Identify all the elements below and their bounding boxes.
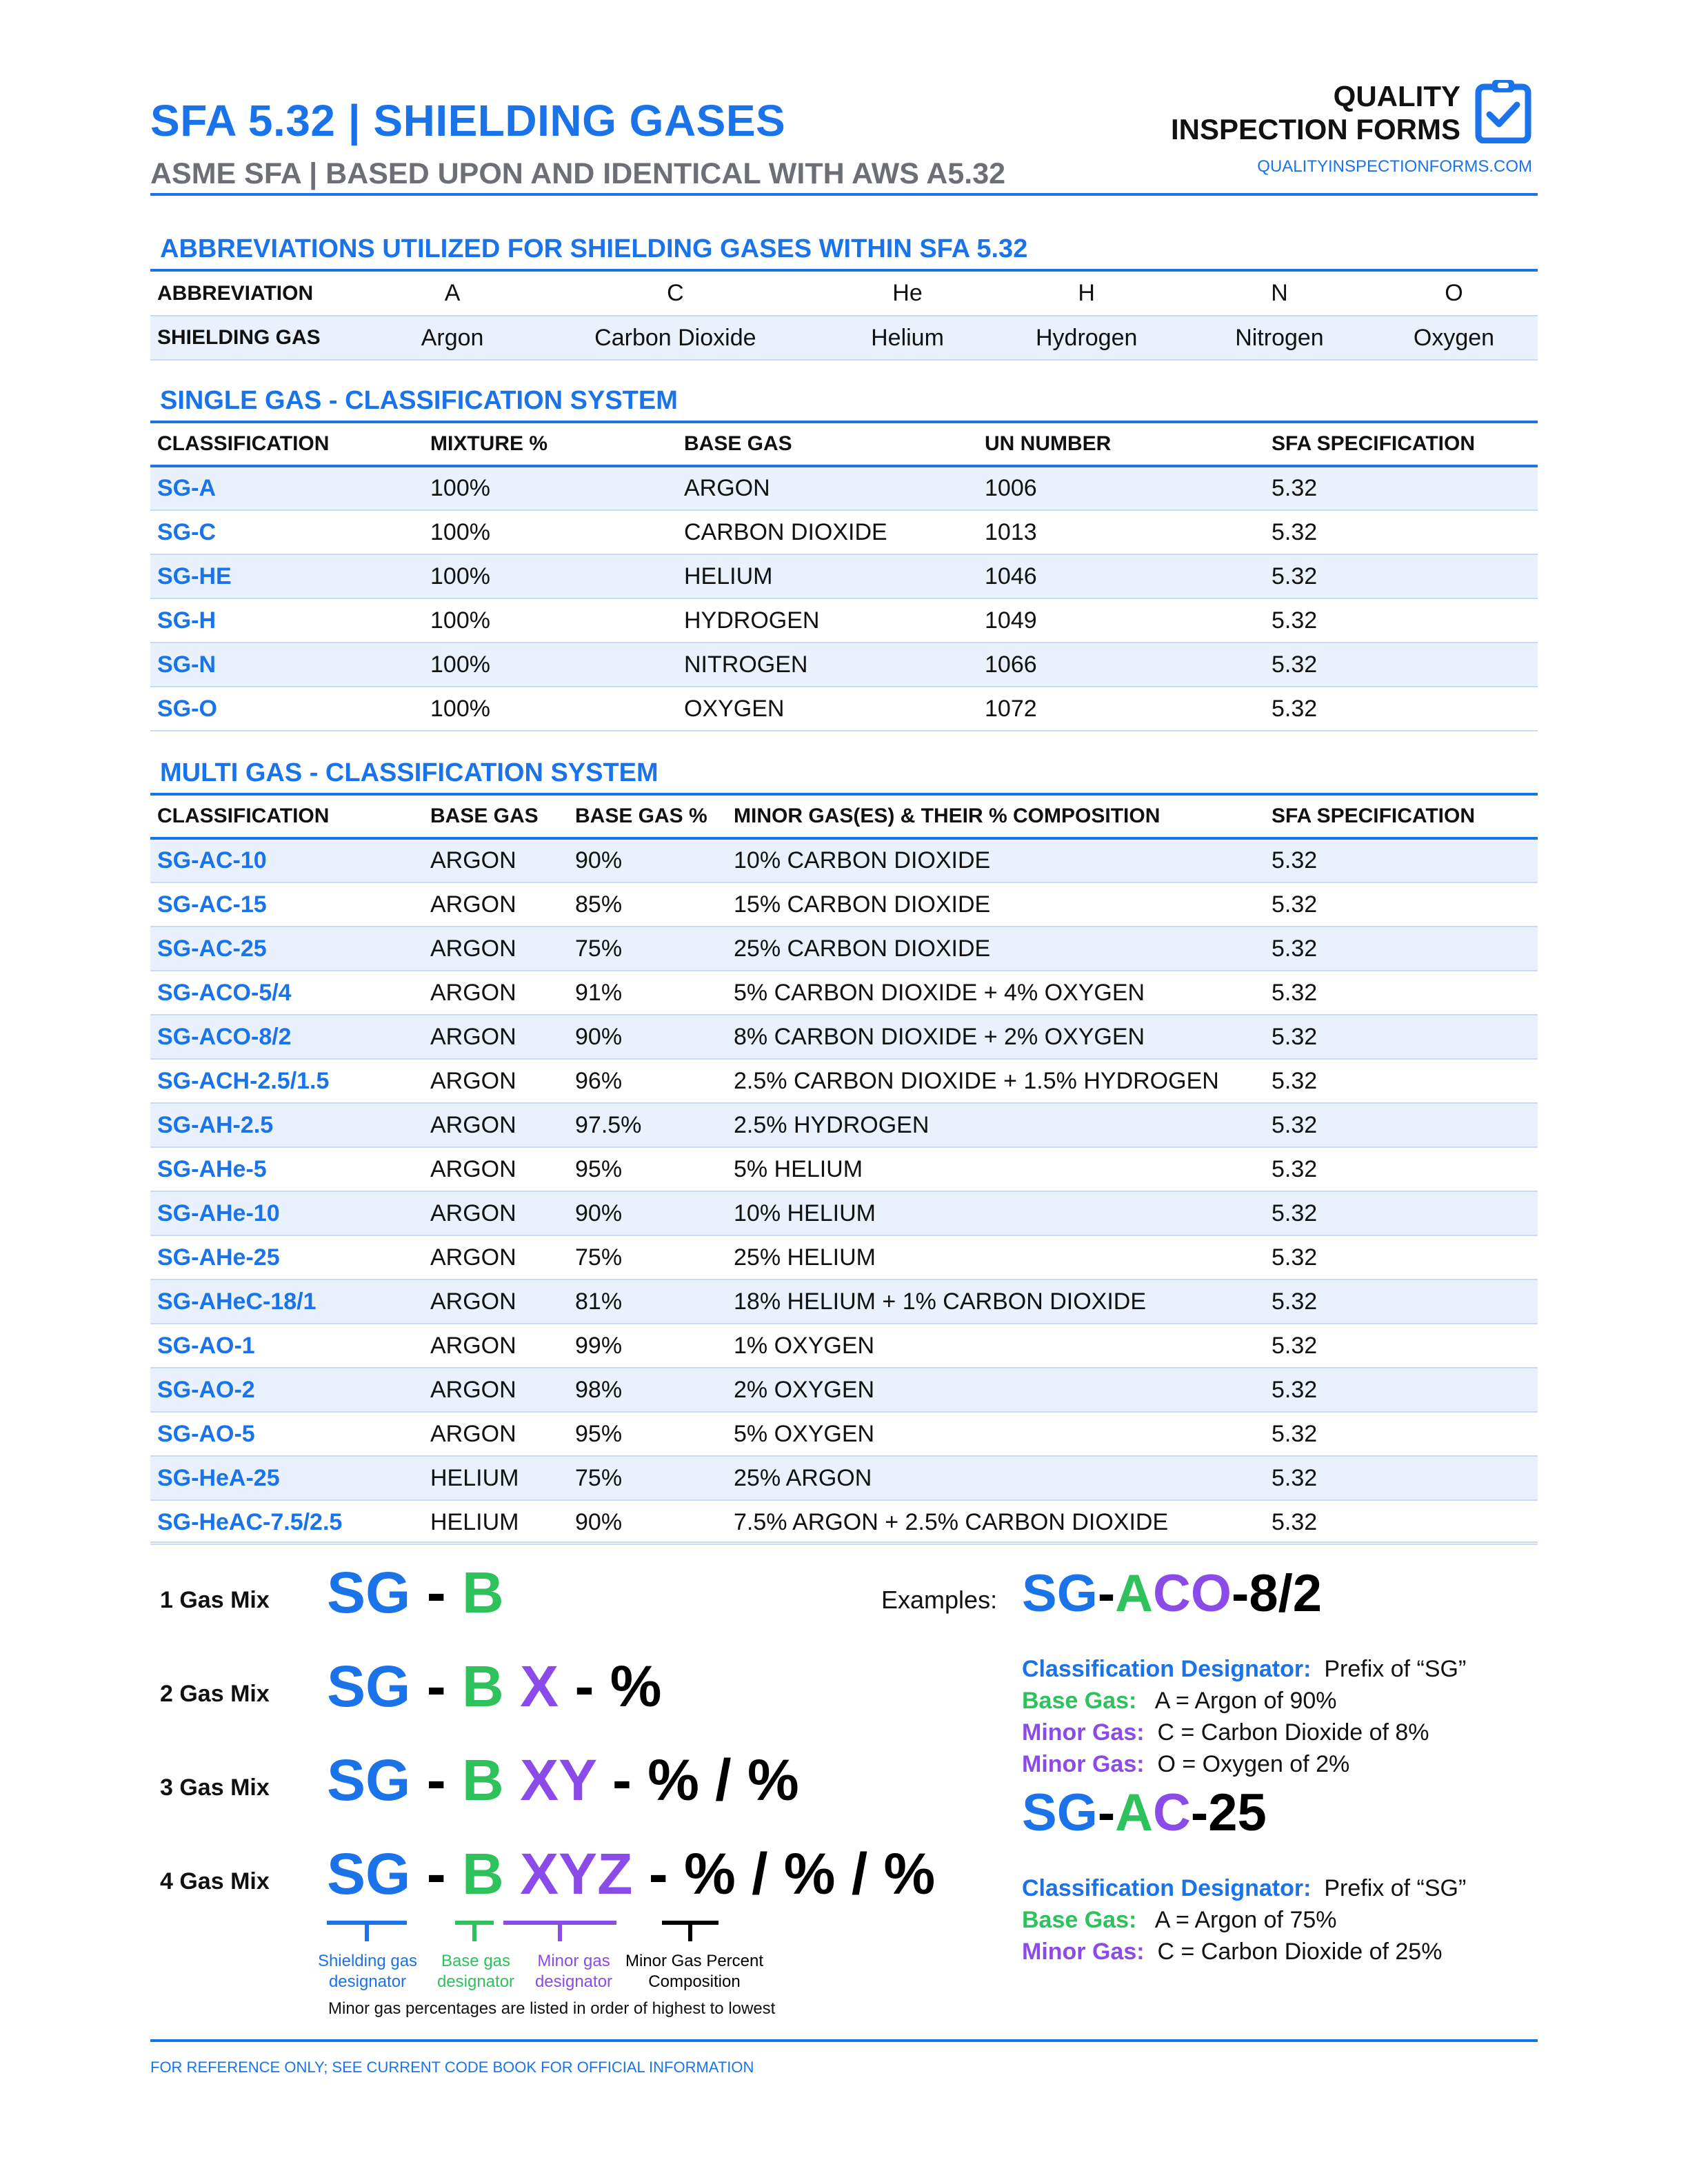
table-row (150, 927, 1538, 971)
classification-cell: SG-AHeC-18/1 (157, 1288, 316, 1315)
table-cell: HELIUM (430, 1508, 519, 1535)
abbreviations-title: ABBREVIATIONS UTILIZED FOR SHIELDING GASES WITHIN SFA 5.32 (150, 219, 1538, 272)
column-header: BASE GAS (684, 432, 792, 455)
formula-dash: - (426, 1560, 446, 1625)
table-cell: 1066 (985, 651, 1037, 678)
table-row (150, 1015, 1538, 1059)
table-cell: 90% (575, 1023, 623, 1050)
table-cell: 5.32 (1272, 563, 1318, 589)
abbr-cell: A (444, 280, 461, 306)
gas-cell: Oxygen (1413, 324, 1495, 351)
table-row (150, 838, 1538, 882)
table-cell: 25% CARBON DIOXIDE (734, 935, 991, 962)
table-cell: 18% HELIUM + 1% CARBON DIOXIDE (734, 1288, 1147, 1315)
formula-base: B (462, 1841, 504, 1906)
example-2-line: Base Gas: A = Argon of 75% (1022, 1907, 1337, 1933)
bracket-minor-stem (558, 1921, 562, 1941)
table-cell: 98% (575, 1376, 623, 1403)
shielding-gas-row (150, 316, 1538, 360)
table-cell: OXYGEN (684, 695, 785, 722)
classification-cell: SG-N (157, 651, 216, 678)
examples-label: Examples: (881, 1586, 998, 1614)
gas-cell: Carbon Dioxide (594, 324, 756, 351)
classification-cell: SG-H (157, 607, 216, 634)
table-cell: 5% CARBON DIOXIDE + 4% OXYGEN (734, 979, 1145, 1006)
table-cell: ARGON (430, 1376, 516, 1403)
classification-cell: SG-AHe-10 (157, 1200, 280, 1226)
classification-cell: SG-O (157, 695, 217, 722)
table-cell: 15% CARBON DIOXIDE (734, 891, 991, 918)
table-cell: 5% HELIUM (734, 1155, 863, 1182)
classification-cell: SG-HeA-25 (157, 1464, 280, 1491)
formula-base: B (462, 1748, 504, 1812)
table-cell: 1046 (985, 563, 1037, 589)
formula-dash: - (426, 1748, 446, 1812)
caption-line: designator (436, 1972, 515, 1991)
gas-cell: Hydrogen (1035, 324, 1138, 351)
table-cell: 5.32 (1272, 695, 1318, 722)
formula-sg: SG (327, 1654, 411, 1719)
table-cell: 5.32 (1272, 475, 1318, 501)
table-cell: ARGON (430, 1111, 516, 1138)
table-row (150, 510, 1538, 554)
table-cell: 75% (575, 1244, 623, 1271)
table-row (150, 1191, 1538, 1235)
footer-divider (150, 2039, 1538, 2042)
single-gas-header-row (150, 423, 1538, 466)
column-header: BASE GAS % (575, 805, 707, 827)
line-key: Minor Gas (1022, 1719, 1137, 1746)
caption-minor-gas-designator (525, 1951, 622, 1992)
example-1-line: Base Gas: A = Argon of 90% (1022, 1688, 1337, 1714)
formula-dash: - (426, 1654, 446, 1719)
table-row (150, 1103, 1538, 1147)
classification-cell: SG-AC-10 (157, 847, 267, 873)
table-cell: 5% OXYGEN (734, 1420, 875, 1447)
table-row (150, 466, 1538, 510)
table-row (150, 554, 1538, 598)
abbreviations-section (150, 219, 1538, 361)
table-bottom-divider (150, 1541, 1538, 1543)
caption-base-gas-designator (428, 1951, 524, 1992)
formula-base: B (462, 1560, 504, 1625)
formula-sg: SG (327, 1841, 411, 1906)
column-header: MIXTURE % (430, 432, 548, 455)
formula-minor: XY (520, 1748, 596, 1812)
example-minor: C (1153, 1783, 1191, 1842)
table-cell: 5.32 (1272, 1508, 1318, 1535)
table-cell: HELIUM (430, 1464, 519, 1491)
formula-2-gas (327, 1653, 661, 1720)
table-row (150, 1280, 1538, 1324)
table-row (150, 882, 1538, 927)
header-divider (150, 193, 1538, 196)
example-rest: -8/2 (1232, 1564, 1322, 1623)
table-cell: 5.32 (1272, 1420, 1318, 1447)
classification-cell: SG-AHe-5 (157, 1155, 267, 1182)
example-rest: -25 (1190, 1783, 1267, 1842)
table-cell: ARGON (430, 1155, 516, 1182)
table-cell: 25% HELIUM (734, 1244, 876, 1271)
table-cell: 96% (575, 1067, 623, 1094)
formula-percent: - % / % / % (648, 1841, 936, 1906)
formula-minor: X (520, 1654, 559, 1719)
example-2-code (1022, 1783, 1267, 1843)
caption-line: designator (534, 1972, 613, 1991)
table-cell: ARGON (430, 1244, 516, 1271)
table-cell: 75% (575, 1464, 623, 1491)
multi-gas-header-row (150, 796, 1538, 838)
formula-4-gas (327, 1841, 935, 1908)
shielding-gas-row-label: SHIELDING GAS (157, 326, 321, 349)
classification-cell: SG-HeAC-7.5/2.5 (157, 1508, 343, 1535)
table-cell: ARGON (430, 1067, 516, 1094)
formula-base: B (462, 1654, 504, 1719)
mix-label-1: 1 Gas Mix (160, 1587, 270, 1613)
table-cell: 90% (575, 1508, 623, 1535)
table-cell: CARBON DIOXIDE (684, 518, 887, 545)
table-cell: ARGON (430, 1200, 516, 1226)
table-cell: 100% (430, 695, 490, 722)
table-cell: ARGON (430, 979, 516, 1006)
table-row (150, 1500, 1538, 1544)
table-cell: 5.32 (1272, 1067, 1318, 1094)
table-cell: 5.32 (1272, 1376, 1318, 1403)
table-cell: 97.5% (575, 1111, 642, 1138)
table-row (150, 1324, 1538, 1368)
column-header: CLASSIFICATION (157, 432, 330, 455)
column-header: BASE GAS (430, 805, 539, 827)
table-cell: 81% (575, 1288, 623, 1315)
table-cell: 5.32 (1272, 651, 1318, 678)
formula-percent: - % / % (612, 1748, 799, 1812)
table-cell: 95% (575, 1420, 623, 1447)
single-gas-title: SINGLE GAS - CLASSIFICATION SYSTEM (150, 371, 1538, 423)
line-value: C = Carbon Dioxide of 25% (1157, 1939, 1443, 1965)
abbreviations-table (150, 272, 1538, 361)
table-cell: 100% (430, 475, 490, 501)
classification-cell: SG-AHe-25 (157, 1244, 280, 1271)
formula-dash: - (426, 1841, 446, 1906)
classification-cell: SG-AC-15 (157, 891, 267, 918)
multi-gas-section (150, 743, 1538, 1545)
caption-line: Minor gas (537, 1952, 610, 1970)
brand-name (1171, 80, 1460, 146)
table-cell: ARGON (430, 1420, 516, 1447)
caption-shielding-gas-designator (302, 1951, 433, 1992)
table-cell: 5.32 (1272, 1288, 1318, 1315)
bracket-sg-stem (365, 1921, 369, 1941)
formula-3-gas (327, 1747, 799, 1814)
table-cell: 90% (575, 1200, 623, 1226)
line-key: Minor Gas (1022, 1751, 1137, 1777)
classification-cell: SG-HE (157, 563, 232, 589)
table-cell: ARGON (430, 1332, 516, 1359)
table-cell: 7.5% ARGON + 2.5% CARBON DIOXIDE (734, 1508, 1169, 1535)
table-cell: 5.32 (1272, 1023, 1318, 1050)
formula-percent: - % (574, 1654, 662, 1719)
classification-cell: SG-AO-2 (157, 1376, 255, 1403)
caption-line: Minor Gas Percent (625, 1952, 764, 1970)
line-value: C = Carbon Dioxide of 8% (1157, 1719, 1429, 1746)
table-row (150, 1456, 1538, 1500)
table-cell: 5.32 (1272, 979, 1318, 1006)
legend-footnote: Minor gas percentages are listed in order of highest to lowest (328, 1999, 776, 2018)
table-cell: ARGON (430, 1023, 516, 1050)
column-header: MINOR GAS(ES) & THEIR % COMPOSITION (734, 805, 1160, 827)
table-cell: ARGON (430, 847, 516, 873)
table-cell: ARGON (430, 1288, 516, 1315)
table-row (150, 1235, 1538, 1280)
table-cell: 75% (575, 935, 623, 962)
caption-line: Shielding gas (317, 1952, 418, 1970)
line-value: Prefix of “SG” (1324, 1656, 1467, 1682)
abbr-cell: N (1271, 280, 1288, 306)
line-value: Prefix of “SG” (1324, 1875, 1467, 1901)
table-cell: 1006 (985, 475, 1037, 501)
table-cell: 5.32 (1272, 518, 1318, 545)
mix-label-4: 4 Gas Mix (160, 1868, 270, 1894)
column-header: UN NUMBER (985, 432, 1112, 455)
table-cell: 100% (430, 607, 490, 634)
line-value: A = Argon of 90% (1154, 1688, 1337, 1714)
classification-cell: SG-AH-2.5 (157, 1111, 274, 1138)
table-row (150, 687, 1538, 731)
gas-cell: Helium (871, 324, 944, 351)
column-header: CLASSIFICATION (157, 805, 330, 827)
formula-minor: XYZ (520, 1841, 633, 1906)
table-cell: 1% OXYGEN (734, 1332, 875, 1359)
table-cell: 5.32 (1272, 607, 1318, 634)
example-1-code (1022, 1564, 1322, 1624)
table-cell: 5.32 (1272, 1332, 1318, 1359)
caption-line: Composition (648, 1972, 741, 1991)
table-row (150, 1059, 1538, 1103)
abbr-cell: O (1445, 280, 1463, 306)
table-cell: 91% (575, 979, 623, 1006)
example-sg: SG (1022, 1783, 1098, 1842)
column-header: SFA SPECIFICATION (1272, 805, 1476, 827)
mix-label-3: 3 Gas Mix (160, 1775, 270, 1801)
classification-cell: SG-AO-1 (157, 1332, 255, 1359)
multi-gas-title: MULTI GAS - CLASSIFICATION SYSTEM (150, 743, 1538, 796)
line-key: Base Gas (1022, 1907, 1129, 1933)
table-cell: 2.5% CARBON DIOXIDE + 1.5% HYDROGEN (734, 1067, 1219, 1094)
formula-1-gas (327, 1559, 504, 1626)
example-1-line: Minor Gas: O = Oxygen of 2% (1022, 1751, 1350, 1777)
table-cell: 1072 (985, 695, 1037, 722)
table-cell: 5.32 (1272, 847, 1318, 873)
example-1-line: Minor Gas: C = Carbon Dioxide of 8% (1022, 1719, 1429, 1746)
classification-cell: SG-C (157, 518, 216, 545)
table-cell: NITROGEN (684, 651, 808, 678)
table-cell: 8% CARBON DIOXIDE + 2% OXYGEN (734, 1023, 1145, 1050)
caption-line: Base gas (441, 1952, 511, 1970)
line-key: Classification Designator (1022, 1656, 1304, 1682)
example-2-line: Minor Gas: C = Carbon Dioxide of 25% (1022, 1939, 1443, 1965)
table-cell: 5.32 (1272, 1244, 1318, 1271)
table-cell: 85% (575, 891, 623, 918)
example-minor: CO (1153, 1564, 1232, 1623)
table-cell: 5.32 (1272, 1464, 1318, 1491)
caption-line: designator (328, 1972, 407, 1991)
classification-cell: SG-ACO-8/2 (157, 1023, 292, 1050)
mix-label-2: 2 Gas Mix (160, 1681, 270, 1707)
table-row (150, 1368, 1538, 1412)
brand-url-link[interactable]: QUALITYINSPECTIONFORMS.COM (1257, 157, 1532, 176)
classification-cell: SG-A (157, 475, 216, 501)
brand-line-2: INSPECTION FORMS (1170, 113, 1460, 145)
table-cell: 5.32 (1272, 1111, 1318, 1138)
table-cell: 1013 (985, 518, 1037, 545)
brand-line-1: QUALITY (1333, 80, 1460, 112)
line-key: Classification Designator (1022, 1875, 1304, 1901)
gas-cell: Argon (421, 324, 484, 351)
bracket-base-stem (472, 1921, 476, 1941)
abbreviation-row-label: ABBREVIATION (157, 281, 314, 305)
table-cell: 1049 (985, 607, 1037, 634)
abbr-cell: He (892, 280, 923, 306)
table-row (150, 971, 1538, 1015)
table-cell: 100% (430, 651, 490, 678)
abbreviation-row (150, 272, 1538, 316)
classification-cell: SG-AO-5 (157, 1420, 255, 1447)
table-cell: ARGON (684, 475, 770, 501)
example-1-line: Classification Designator: Prefix of “SG” (1022, 1656, 1467, 1682)
table-cell: HELIUM (684, 563, 773, 589)
table-cell: 5.32 (1272, 1155, 1318, 1182)
table-row (150, 1147, 1538, 1191)
clipboard-check-icon (1474, 77, 1532, 143)
line-key: Minor Gas (1022, 1939, 1137, 1965)
table-cell: 90% (575, 847, 623, 873)
caption-minor-gas-percent (618, 1951, 771, 1992)
page-title: SFA 5.32 | SHIELDING GASES (150, 96, 786, 145)
table-cell: ARGON (430, 935, 516, 962)
example-dash: - (1097, 1564, 1116, 1623)
example-2-line: Classification Designator: Prefix of “SG” (1022, 1875, 1467, 1901)
line-value: O = Oxygen of 2% (1157, 1751, 1350, 1777)
table-cell: 100% (430, 563, 490, 589)
table-cell: 5.32 (1272, 935, 1318, 962)
gas-cell: Nitrogen (1235, 324, 1324, 351)
classification-cell: SG-AC-25 (157, 935, 267, 962)
line-value: A = Argon of 75% (1154, 1907, 1337, 1933)
footer-disclaimer: FOR REFERENCE ONLY; SEE CURRENT CODE BOOK FOR OFFICIAL INFORMATION (150, 2059, 754, 2076)
table-cell: 99% (575, 1332, 623, 1359)
example-base: A (1115, 1783, 1154, 1842)
formula-sg: SG (327, 1560, 411, 1625)
bracket-percent-stem (688, 1921, 692, 1941)
table-cell: 10% HELIUM (734, 1200, 876, 1226)
column-header: SFA SPECIFICATION (1272, 432, 1476, 455)
table-cell: 2% OXYGEN (734, 1376, 875, 1403)
abbr-cell: C (667, 280, 684, 306)
page-subtitle: ASME SFA | BASED UPON AND IDENTICAL WITH AWS A5.32 (150, 157, 1006, 190)
table-cell: 2.5% HYDROGEN (734, 1111, 930, 1138)
example-sg: SG (1022, 1564, 1098, 1623)
table-row (150, 598, 1538, 643)
table-cell: 100% (430, 518, 490, 545)
formula-sg: SG (327, 1748, 411, 1812)
multi-gas-table (150, 796, 1538, 1545)
line-key: Base Gas (1022, 1688, 1129, 1714)
single-gas-table (150, 423, 1538, 731)
example-dash: - (1097, 1783, 1116, 1842)
single-gas-section (150, 371, 1538, 731)
table-cell: 95% (575, 1155, 623, 1182)
table-cell: 5.32 (1272, 1200, 1318, 1226)
table-row (150, 1412, 1538, 1456)
table-cell: 5.32 (1272, 891, 1318, 918)
classification-cell: SG-ACH-2.5/1.5 (157, 1067, 330, 1094)
table-cell: ARGON (430, 891, 516, 918)
table-cell: 10% CARBON DIOXIDE (734, 847, 991, 873)
table-cell: HYDROGEN (684, 607, 820, 634)
example-base: A (1115, 1564, 1154, 1623)
table-cell: 25% ARGON (734, 1464, 872, 1491)
abbr-cell: H (1078, 280, 1095, 306)
classification-cell: SG-ACO-5/4 (157, 979, 292, 1006)
table-row (150, 643, 1538, 687)
